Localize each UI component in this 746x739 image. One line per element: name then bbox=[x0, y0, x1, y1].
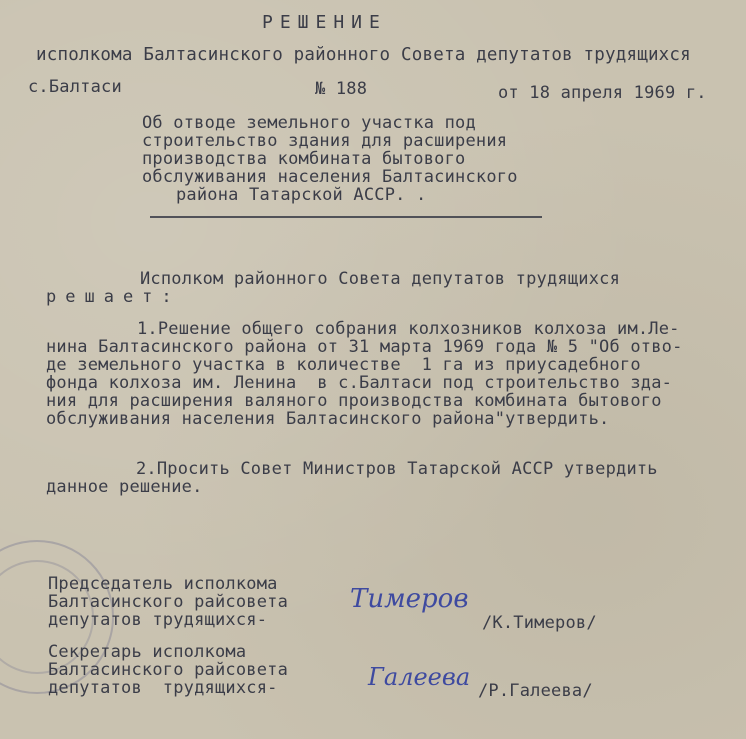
item2-line: данное решение. bbox=[46, 477, 203, 497]
chair-title-line: Председатель исполкома bbox=[48, 574, 278, 594]
issuer-line: исполкома Балтасинского районного Совета депутатов трудящихся bbox=[36, 45, 691, 65]
subject-line: производства комбината бытового bbox=[142, 149, 466, 169]
item1-line: обслуживания населения Балтасинского района"утвердить. bbox=[46, 409, 610, 429]
decides-word: решает: bbox=[46, 287, 181, 307]
chair-signature: Тимеров bbox=[350, 584, 469, 614]
item2-line: 2.Просить Совет Министров Татарской АССР утвердить bbox=[136, 459, 658, 479]
secretary-name: /Р.Галеева/ bbox=[478, 681, 593, 701]
preamble: Исполком районного Совета депутатов трудящихся bbox=[140, 269, 621, 289]
chair-title-line: Балтасинского райсовета bbox=[48, 592, 289, 612]
item1-line: 1.Решение общего собрания колхозников колхоза им.Ле- bbox=[137, 319, 680, 339]
decision-date: от 18 апреля 1969 г. bbox=[498, 83, 707, 103]
item1-line: фонда колхоза им. Ленина в с.Балтаси под строительство зда- bbox=[46, 373, 673, 393]
secretary-title-line: депутатов трудящихся- bbox=[48, 678, 278, 698]
item1-line: ния для расширения валяного производства комбината бытового bbox=[46, 391, 662, 411]
item1-line: де земельного участка в количестве 1 га из приусадебного bbox=[46, 355, 641, 375]
subject-line: Об отводе земельного участка под bbox=[142, 113, 476, 133]
subject-line: района Татарской АССР. . bbox=[176, 185, 427, 205]
subject-line: обслуживания населения Балтасинского bbox=[142, 167, 518, 187]
subject-line: строительство здания для расширения bbox=[142, 131, 508, 151]
subject-underline bbox=[150, 216, 542, 218]
secretary-title-line: Секретарь исполкома bbox=[48, 642, 247, 662]
chair-name: /К.Тимеров/ bbox=[482, 613, 597, 633]
document-title: РЕШЕНИЕ bbox=[262, 12, 387, 33]
chair-title-line: депутатов трудящихся- bbox=[48, 610, 268, 630]
secretary-title-line: Балтасинского райсовета bbox=[48, 660, 289, 680]
place: с.Балтаси bbox=[28, 77, 122, 97]
item1-line: нина Балтасинского района от 31 марта 1969 года № 5 "Об отво- bbox=[46, 337, 683, 357]
decision-number: № 188 bbox=[315, 79, 368, 99]
secretary-signature: Галеева bbox=[368, 663, 471, 691]
